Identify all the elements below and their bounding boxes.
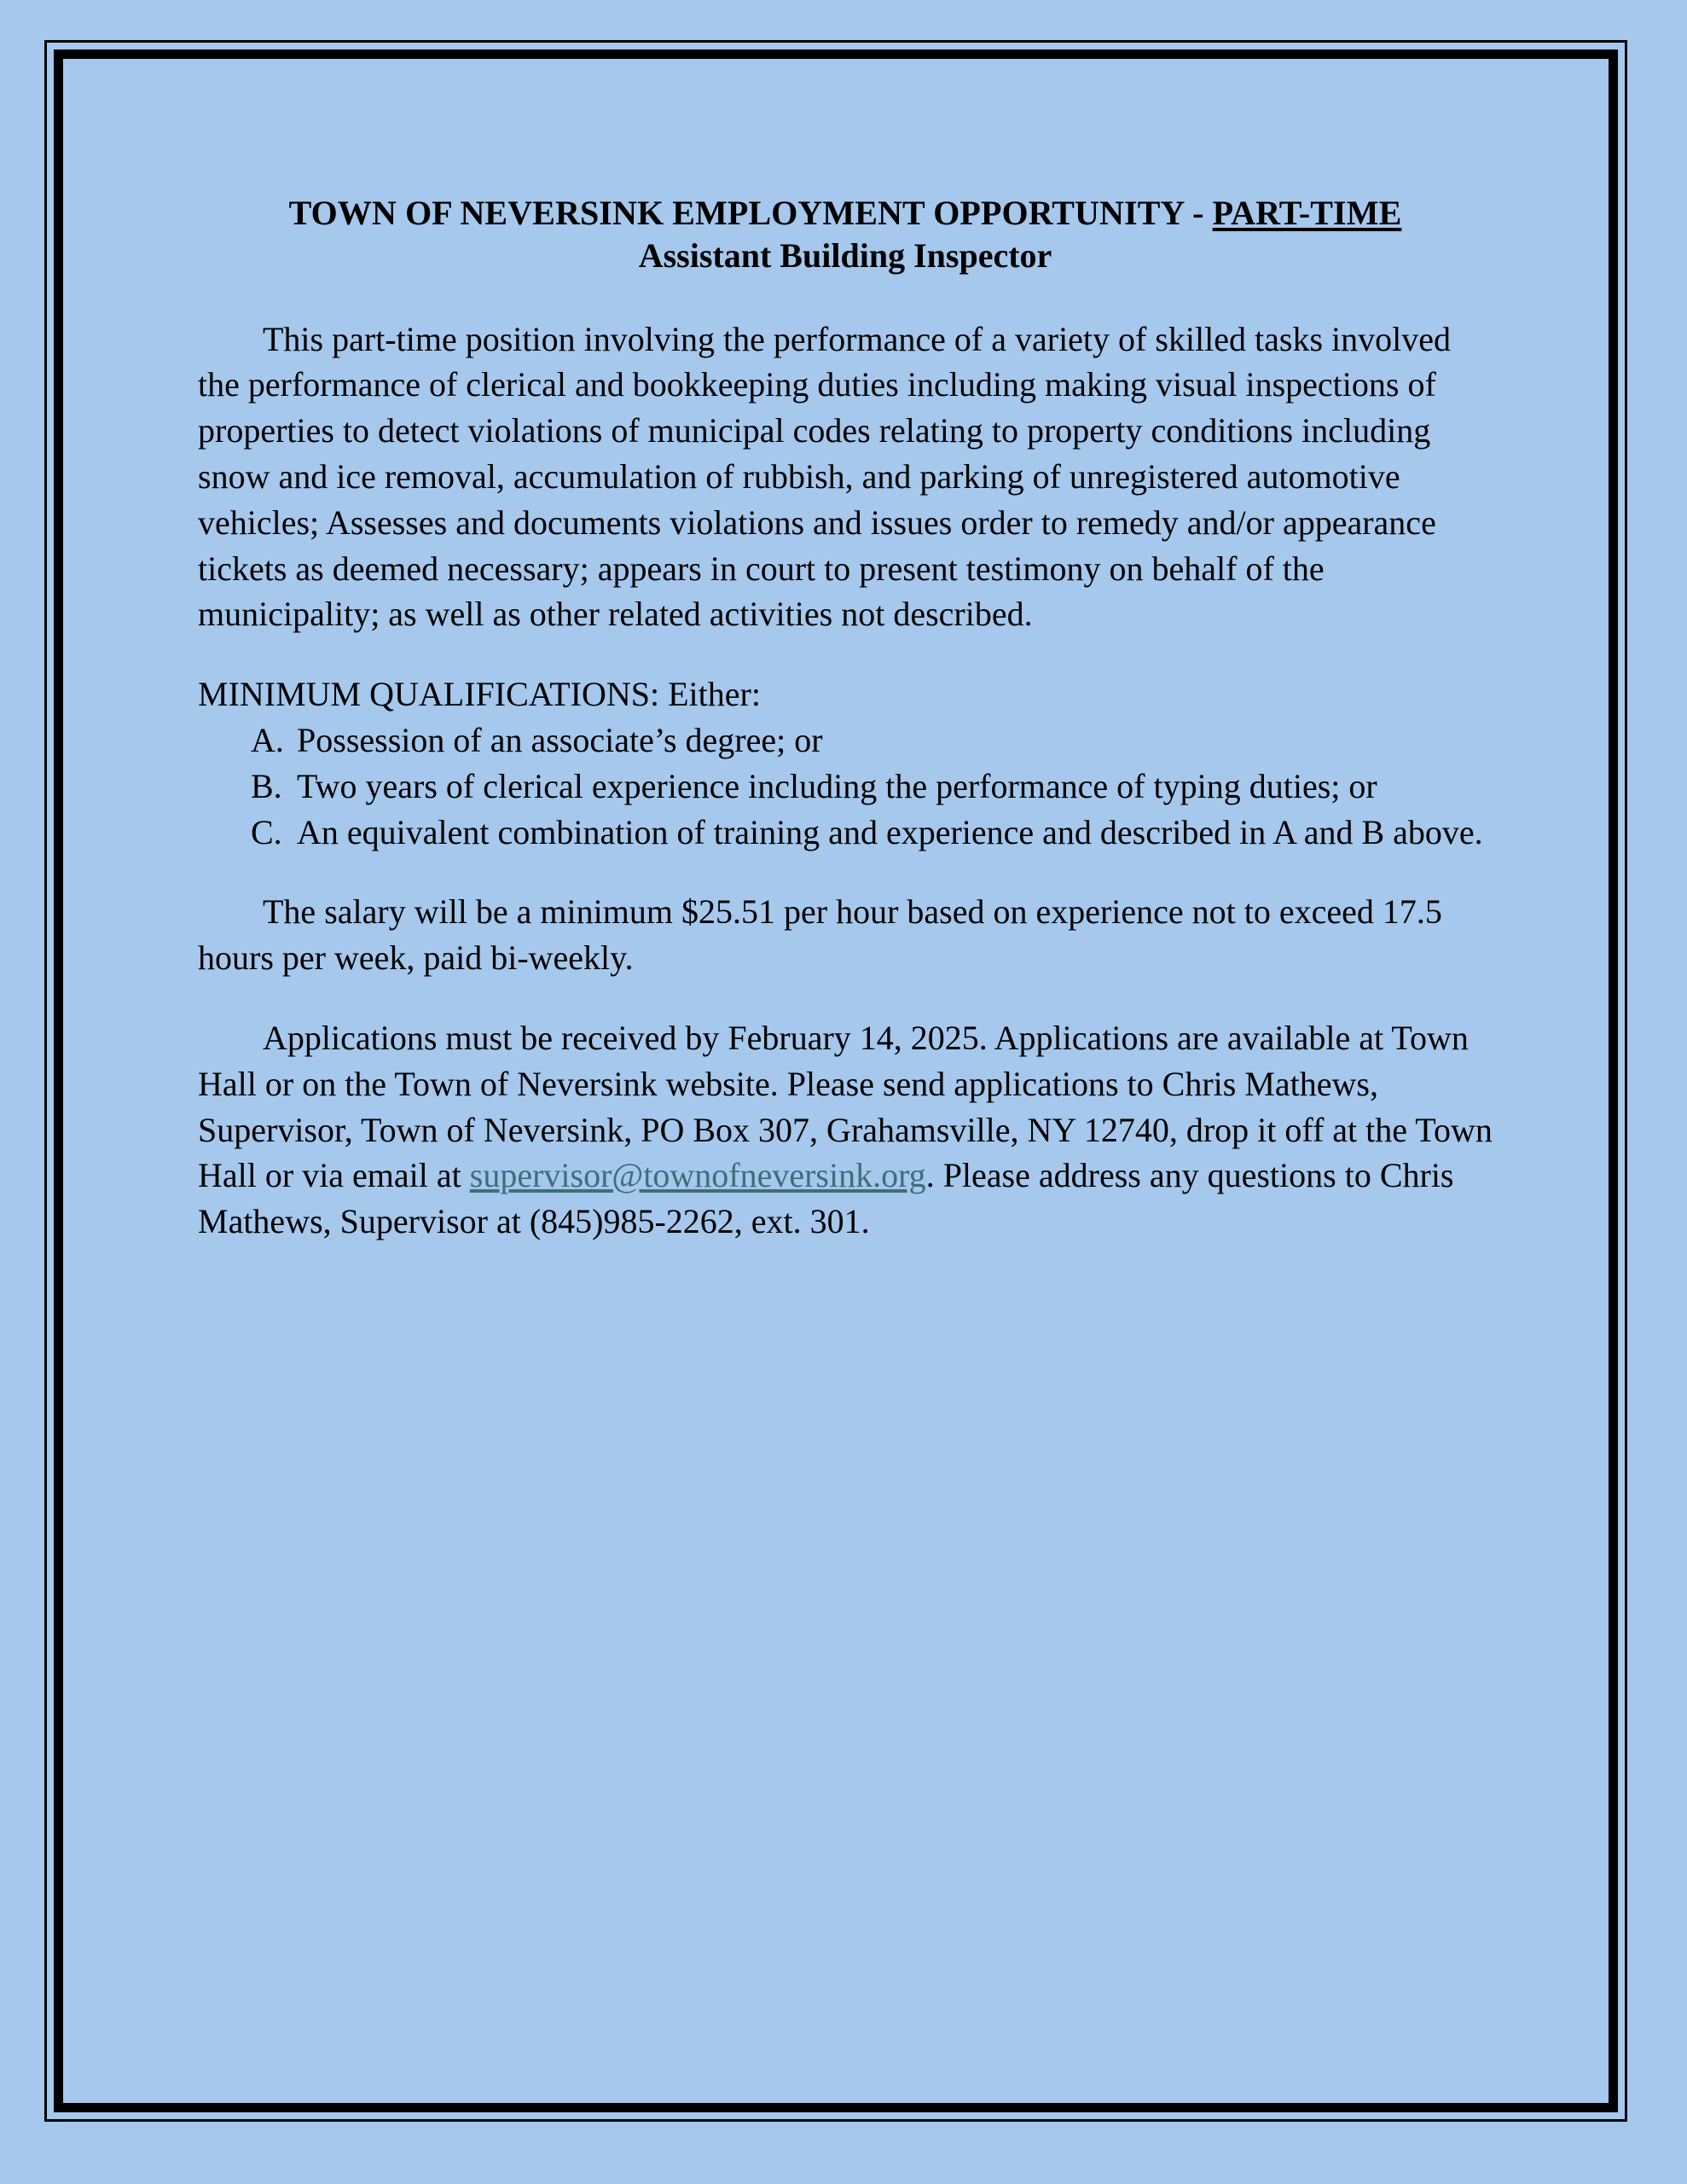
list-item-marker: A. (251, 720, 284, 759)
list-item-marker: B. (251, 766, 282, 805)
list-item (198, 764, 1493, 810)
page-title-prefix: TOWN OF NEVERSINK EMPLOYMENT OPPORTUNITY - (288, 194, 1213, 232)
qualifications-heading: MINIMUM QUALIFICATIONS: Either: (198, 675, 761, 714)
applications-text-before-email: Applications must be received by February 14, 2025. Applications are available at Town Hall or on the Town of Neversink website. Please send applications to Chris Mathews, Supervisor, Town of Neversink, PO Box 307, Grahamsville, NY 12740, drop it off at the Town Hall or via email at (198, 1018, 1493, 1195)
spacer (198, 855, 1493, 889)
page-title (198, 193, 1493, 235)
contact-email-link[interactable]: supervisor@townofneversink.org (469, 1156, 926, 1195)
list-item-label: An equivalent combination of training and experience and described in A and B above. (297, 812, 1483, 851)
spacer (198, 277, 1493, 317)
spacer (198, 981, 1493, 1015)
summary-paragraph: This part-time position involving the performance of a variety of skilled tasks involved the performance of clerical and bookkeeping duties including making visual inspections of properties to detect violations of municipal codes relating to property conditions including snow and ice removal, accumulation of rubbish, and parking of unregistered automotive vehicles; Assesses and documents violations and issues order to remedy and/or appearance tickets as deemed necessary; appears in court to present testimony on behalf of the municipality; as well as other related activities not described. (198, 319, 1452, 634)
applications-text-after-email: . Please address any questions to Chris Mathews, Supervisor at (845)985-2262, ext. 301. (198, 1156, 1454, 1241)
list-item-label: Two years of clerical experience including the performance of typing duties; or (297, 766, 1377, 805)
list-item (198, 810, 1493, 856)
page-title-emphasis: PART-TIME (1212, 194, 1402, 232)
qualifications-list (198, 717, 1493, 855)
list-item (198, 717, 1493, 764)
spacer (198, 637, 1493, 671)
list-item-label: Possession of an associate’s degree; or (297, 720, 823, 759)
list-item-marker: C. (251, 812, 282, 851)
applications-paragraph (198, 1015, 1493, 1245)
document-content (198, 193, 1493, 1245)
page-subtitle: Assistant Building Inspector (638, 235, 1052, 275)
salary-paragraph: The salary will be a minimum $25.51 per hour based on experience not to exceed 17.5 hours per week, paid bi-weekly. (198, 892, 1442, 978)
